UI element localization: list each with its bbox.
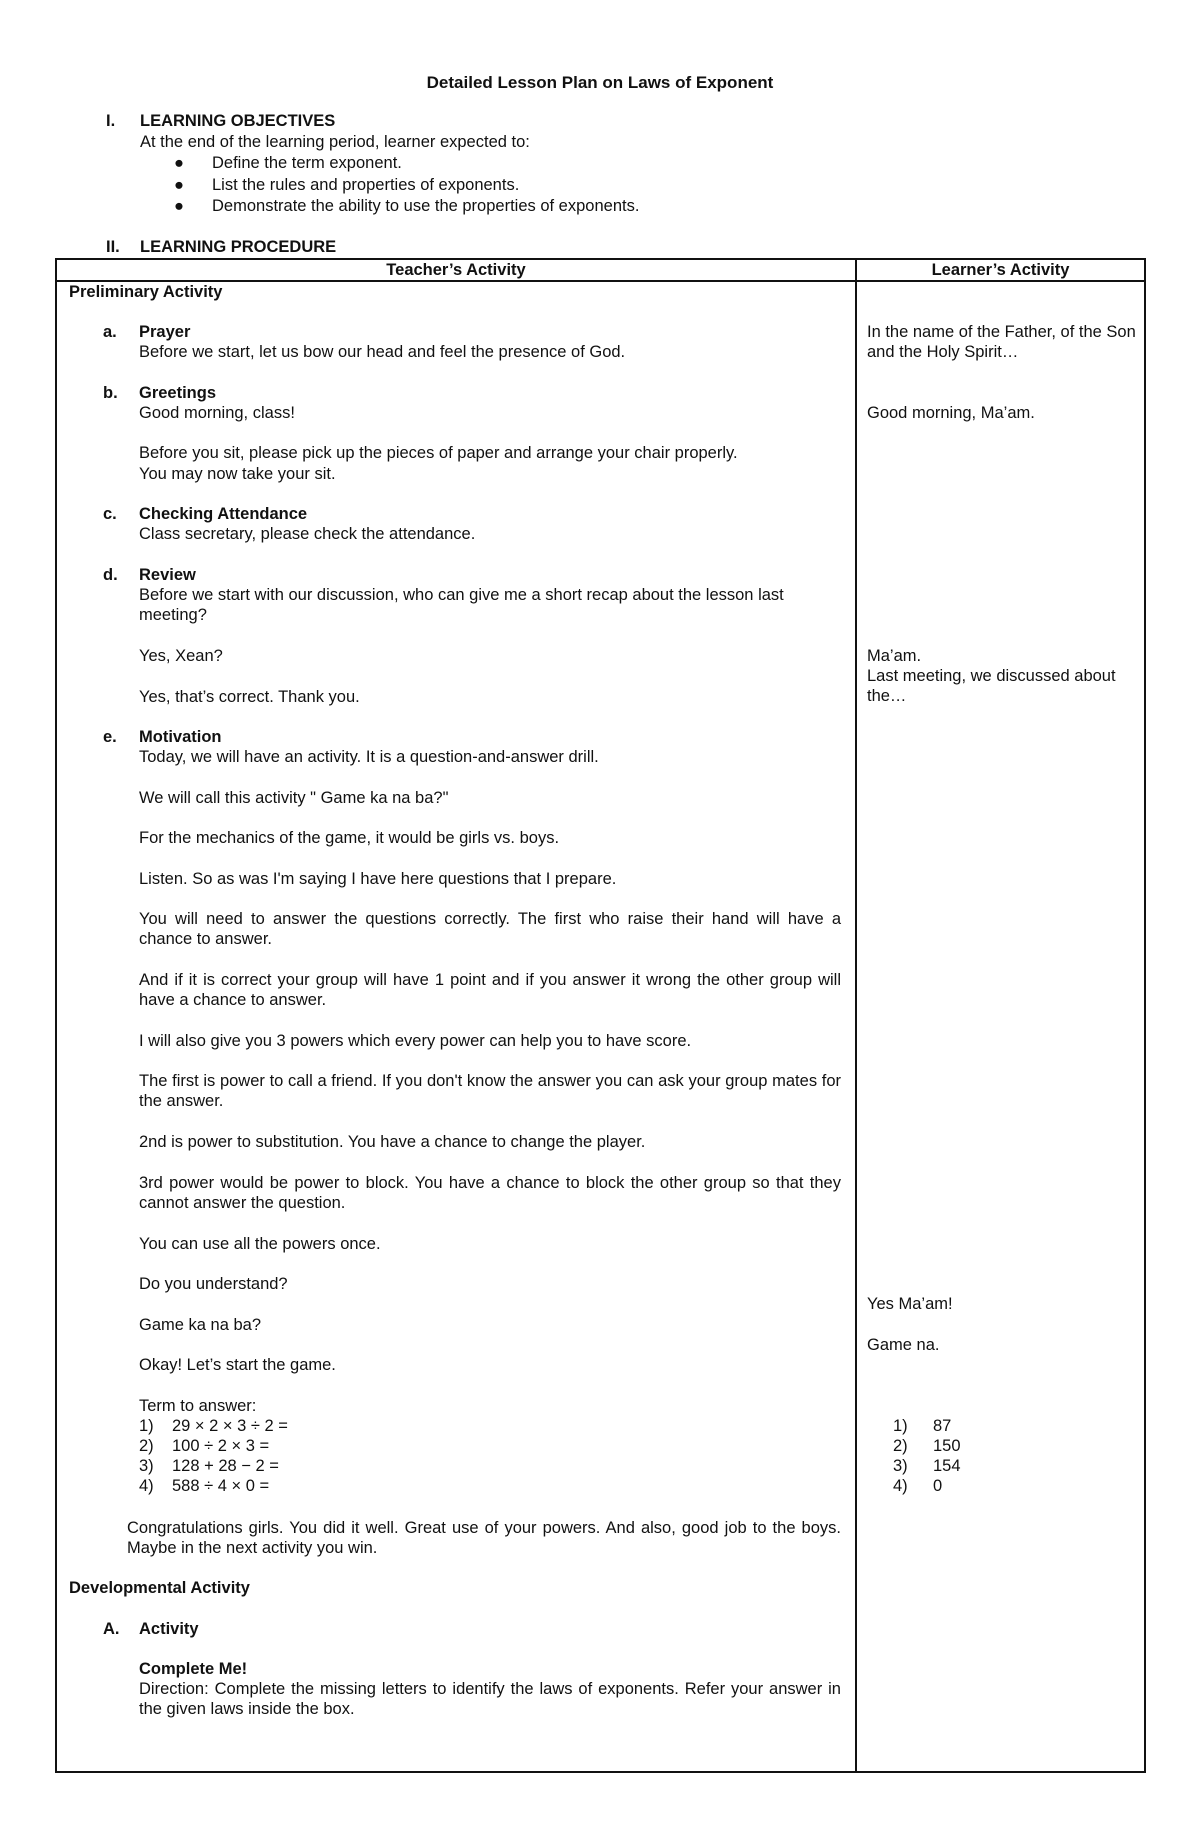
bullet-icon: ● bbox=[174, 154, 184, 172]
activity-heading: Activity bbox=[139, 1620, 199, 1638]
direction-text: Direction: Complete the missing letters to identify the laws of exponents. Refer your answer in the given laws inside the box. bbox=[139, 1680, 841, 1718]
motivation-paragraph: The first is power to call a friend. If you don't know the answer you can ask your group mates for the answer. bbox=[139, 1072, 841, 1110]
learner-game-response: Game na. bbox=[867, 1336, 940, 1354]
question-number: 1) bbox=[139, 1417, 154, 1435]
question-expression: 100 ÷ 2 × 3 = bbox=[172, 1437, 270, 1455]
teacher-activity-header: Teacher’s Activity bbox=[56, 259, 856, 281]
answer-value: 150 bbox=[933, 1437, 961, 1455]
objective-item: ● List the rules and properties of exponents. bbox=[170, 175, 639, 197]
motivation-paragraph: We will call this activity " Game ka na ba?" bbox=[139, 789, 449, 807]
motivation-paragraph: For the mechanics of the game, it would be girls vs. boys. bbox=[139, 829, 560, 847]
item-c-letter: c. bbox=[103, 505, 117, 523]
motivation-paragraph: You will need to answer the questions correctly. The first who raise their hand will have a chance to answer. bbox=[139, 910, 841, 948]
question-expression: 128 + 28 − 2 = bbox=[172, 1457, 279, 1475]
item-e-letter: e. bbox=[103, 728, 117, 746]
section-1-heading: LEARNING OBJECTIVES bbox=[140, 112, 336, 130]
motivation-paragraph: Today, we will have an activity. It is a question-and-answer drill. bbox=[139, 748, 599, 766]
learner-activity-header: Learner’s Activity bbox=[856, 259, 1145, 281]
motivation-paragraph: 3rd power would be power to block. You have a chance to block the other group so that they cannot answer the question. bbox=[139, 1174, 841, 1212]
question-number: 3) bbox=[139, 1457, 154, 1475]
review-text: Before we start with our discussion, who can give me a short recap about the lesson last meeting? bbox=[139, 586, 784, 624]
review-heading: Review bbox=[139, 566, 196, 584]
learner-review-response: Ma’am. bbox=[867, 647, 922, 665]
motivation-paragraph: 2nd is power to substitution. You have a chance to change the player. bbox=[139, 1133, 646, 1151]
answer-value: 154 bbox=[933, 1457, 961, 1475]
section-1-number: I. bbox=[106, 112, 116, 130]
greetings-instruction: Before you sit, please pick up the pieces of paper and arrange your chair properly. bbox=[139, 444, 738, 462]
answer-value: 87 bbox=[933, 1417, 952, 1435]
objective-item: ● Demonstrate the ability to use the properties of exponents. bbox=[170, 196, 639, 218]
preliminary-heading: Preliminary Activity bbox=[69, 283, 223, 301]
document-title: Detailed Lesson Plan on Laws of Exponent bbox=[426, 73, 774, 92]
objectives-intro: At the end of the learning period, learner expected to: bbox=[140, 133, 530, 151]
teacher-activity-cell bbox=[56, 281, 856, 1772]
question-number: 2) bbox=[139, 1437, 154, 1455]
motivation-paragraph: You can use all the powers once. bbox=[139, 1235, 381, 1253]
developmental-heading: Developmental Activity bbox=[69, 1579, 250, 1597]
attendance-heading: Checking Attendance bbox=[139, 505, 308, 523]
term-to-answer-label: Term to answer: bbox=[139, 1397, 257, 1415]
question-expression: 29 × 2 × 3 ÷ 2 = bbox=[172, 1417, 288, 1435]
item-a-letter: a. bbox=[103, 323, 117, 341]
answer-number: 3) bbox=[893, 1457, 908, 1475]
prayer-text: Before we start, let us bow our head and feel the presence of God. bbox=[139, 343, 626, 361]
learner-greeting-response: Good morning, Ma’am. bbox=[867, 404, 1035, 422]
section-2-heading: LEARNING PROCEDURE bbox=[140, 238, 337, 256]
prayer-heading: Prayer bbox=[139, 323, 191, 341]
answer-number: 1) bbox=[893, 1417, 908, 1435]
answer-value: 0 bbox=[933, 1477, 943, 1495]
item-A-letter: A. bbox=[103, 1620, 120, 1638]
motivation-paragraph: Listen. So as was I'm saying I have here questions that I prepare. bbox=[139, 870, 617, 888]
motivation-paragraph: I will also give you 3 powers which every power can help you to have score. bbox=[139, 1032, 692, 1050]
objective-item: ● Define the term exponent. bbox=[170, 153, 639, 175]
bullet-icon: ● bbox=[174, 197, 184, 215]
question-number: 4) bbox=[139, 1477, 154, 1495]
complete-me-heading: Complete Me! bbox=[139, 1660, 248, 1678]
bullet-icon: ● bbox=[174, 175, 184, 194]
answer-number: 2) bbox=[893, 1437, 908, 1455]
motivation-question: Game ka na ba? bbox=[139, 1316, 261, 1334]
motivation-heading: Motivation bbox=[139, 728, 222, 746]
item-d-letter: d. bbox=[103, 566, 118, 584]
review-response: Yes, that’s correct. Thank you. bbox=[139, 688, 360, 706]
learner-prayer-response: In the name of the Father, of the Son and the Holy Spirit… bbox=[867, 323, 1136, 361]
section-2-number: II. bbox=[106, 238, 120, 256]
motivation-question: Do you understand? bbox=[139, 1275, 288, 1293]
lesson-procedure-table bbox=[55, 258, 1146, 1773]
attendance-text: Class secretary, please check the attendance. bbox=[139, 525, 476, 543]
greetings-heading: Greetings bbox=[139, 384, 217, 402]
review-call: Yes, Xean? bbox=[139, 647, 223, 665]
congratulations-text: Congratulations girls. You did it well. Great use of your powers. And also, good job to the boys. Maybe in the next activity you win. bbox=[127, 1519, 841, 1557]
learner-review-recap: Last meeting, we discussed about the… bbox=[867, 667, 1116, 705]
greetings-text: Good morning, class! bbox=[139, 404, 295, 422]
item-b-letter: b. bbox=[103, 384, 118, 402]
learner-activity-cell bbox=[856, 281, 1145, 1772]
answer-number: 4) bbox=[893, 1477, 908, 1495]
objectives-list bbox=[170, 153, 639, 218]
motivation-paragraph: Okay! Let’s start the game. bbox=[139, 1356, 336, 1374]
greetings-instruction-2: You may now take your sit. bbox=[139, 465, 336, 483]
motivation-paragraph: And if it is correct your group will have 1 point and if you answer it wrong the other group will have a chance to answer. bbox=[139, 971, 841, 1009]
question-expression: 588 ÷ 4 × 0 = bbox=[172, 1477, 270, 1495]
learner-understand-response: Yes Ma’am! bbox=[867, 1295, 953, 1313]
